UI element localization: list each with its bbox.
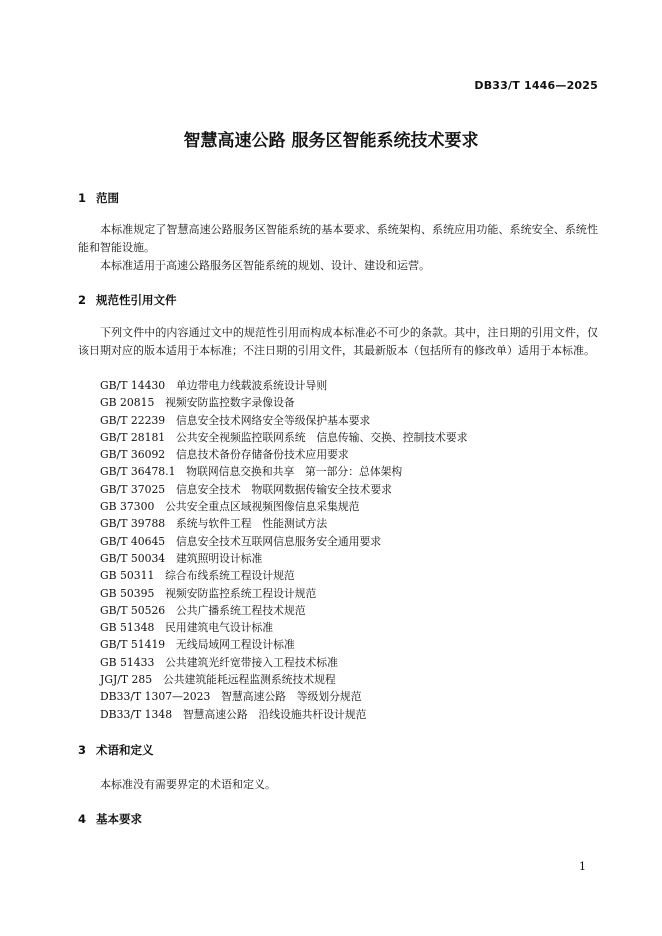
reference-title: 公共安全视频监控联网系统 信息传输、交换、控制技术要求 [175, 430, 468, 444]
section-1-paragraph-1: 本标准规定了智慧高速公路服务区智能系统的基本要求、系统架构、系统应用功能、系统安全、系统性能和智能设施。 [78, 223, 598, 254]
section-title: 范围 [96, 191, 119, 205]
reference-code: GB 37300 [100, 500, 155, 514]
reference-code: GB 51433 [100, 655, 155, 669]
reference-code: GB/T 40645 [100, 534, 166, 548]
standard-code: DB33/T 1446—2025 [474, 79, 598, 92]
reference-item [100, 481, 468, 498]
reference-code: DB33/T 1348 [100, 707, 173, 721]
section-3-heading [78, 742, 154, 758]
section-4-heading [78, 811, 142, 827]
reference-code: GB/T 50526 [100, 603, 166, 617]
reference-title: 民用建筑电气设计标准 [165, 621, 274, 635]
reference-item [100, 688, 468, 705]
section-number: 1 [78, 191, 87, 205]
reference-title: 无线局域网工程设计标准 [175, 638, 295, 652]
reference-code: GB/T 37025 [100, 482, 166, 496]
reference-title: 信息安全技术 物联网数据传输安全技术要求 [175, 482, 392, 496]
reference-title: 智慧高速公路 等级划分规范 [221, 690, 362, 704]
section-2-paragraph-1: 下列文件中的内容通过文中的规范性引用而构成本标准必不可少的条款。其中，注日期的引用文件，仅该日期对应的版本适用于本标准；不注日期的引用文件，其最新版本（包括所有的修改单）适用于本标准。 [78, 326, 598, 357]
reference-item [100, 706, 468, 723]
section-2-heading [78, 292, 177, 308]
reference-item [100, 498, 468, 515]
reference-code: GB/T 39788 [100, 517, 166, 531]
reference-title: 视频安防监控数字录像设备 [165, 396, 295, 410]
reference-title: 系统与软件工程 性能测试方法 [175, 517, 328, 531]
section-title: 基本要求 [96, 812, 142, 826]
reference-code: GB/T 28181 [100, 430, 166, 444]
reference-title: 公共广播系统工程技术规范 [175, 603, 306, 617]
reference-title: 单边带电力线载波系统设计导则 [175, 379, 328, 392]
reference-title: 智慧高速公路 沿线设施共杆设计规范 [182, 707, 367, 721]
document-title: 智慧高速公路 服务区智能系统技术要求 [183, 131, 479, 151]
reference-title: 物联网信息交换和共享 第一部分：总体架构 [186, 465, 403, 479]
section-1-paragraph-2: 本标准适用于高速公路服务区智能系统的规划、设计、建设和运营。 [100, 259, 430, 272]
reference-item [100, 463, 468, 480]
reference-item [100, 636, 468, 653]
reference-code: GB/T 14430 [100, 379, 166, 392]
reference-code: GB 50311 [100, 569, 155, 583]
reference-code: GB/T 36478.1 [100, 465, 176, 479]
reference-title: 信息安全技术互联网信息服务安全通用要求 [175, 534, 382, 548]
reference-item [100, 394, 468, 411]
reference-code: GB/T 36092 [100, 448, 166, 462]
reference-code: GB/T 51419 [100, 638, 166, 652]
reference-item [100, 619, 468, 636]
reference-title: 信息技术备份存储备份技术应用要求 [175, 448, 349, 462]
reference-code: GB 50395 [100, 586, 155, 600]
reference-item [100, 429, 468, 446]
reference-code: GB/T 50034 [100, 551, 166, 565]
page-number: 1 [579, 860, 586, 873]
reference-item [100, 377, 468, 394]
reference-code: JGJ/T 285 [100, 673, 153, 687]
reference-code: GB 20815 [100, 396, 155, 410]
normative-references-list [100, 377, 468, 723]
reference-item [100, 654, 468, 671]
reference-item [100, 602, 468, 619]
section-number: 4 [78, 812, 87, 826]
reference-code: GB/T 22239 [100, 413, 166, 427]
reference-item [100, 671, 468, 688]
section-3-paragraph-1: 本标准没有需要界定的术语和定义。 [100, 778, 276, 791]
section-number: 3 [78, 743, 87, 757]
reference-title: 视频安防监控系统工程设计规范 [165, 586, 317, 600]
reference-title: 公共建筑光纤宽带接入工程技术标准 [165, 655, 338, 669]
reference-code: DB33/T 1307—2023 [100, 690, 211, 704]
section-title: 规范性引用文件 [96, 293, 177, 307]
reference-title: 综合布线系统工程设计规范 [165, 569, 295, 583]
reference-title: 公共建筑能耗远程监测系统技术规程 [162, 673, 336, 687]
section-1-heading [78, 190, 119, 206]
reference-title: 公共安全重点区域视频图像信息采集规范 [165, 500, 360, 514]
reference-item [100, 515, 468, 532]
reference-item [100, 446, 468, 463]
reference-item [100, 585, 468, 602]
reference-title: 建筑照明设计标准 [175, 551, 263, 565]
reference-item [100, 533, 468, 550]
reference-item [100, 567, 468, 584]
reference-item [100, 412, 468, 429]
reference-title: 信息安全技术网络安全等级保护基本要求 [175, 413, 371, 427]
section-number: 2 [78, 293, 87, 307]
section-title: 术语和定义 [96, 743, 154, 757]
reference-code: GB 51348 [100, 621, 155, 635]
reference-item [100, 550, 468, 567]
